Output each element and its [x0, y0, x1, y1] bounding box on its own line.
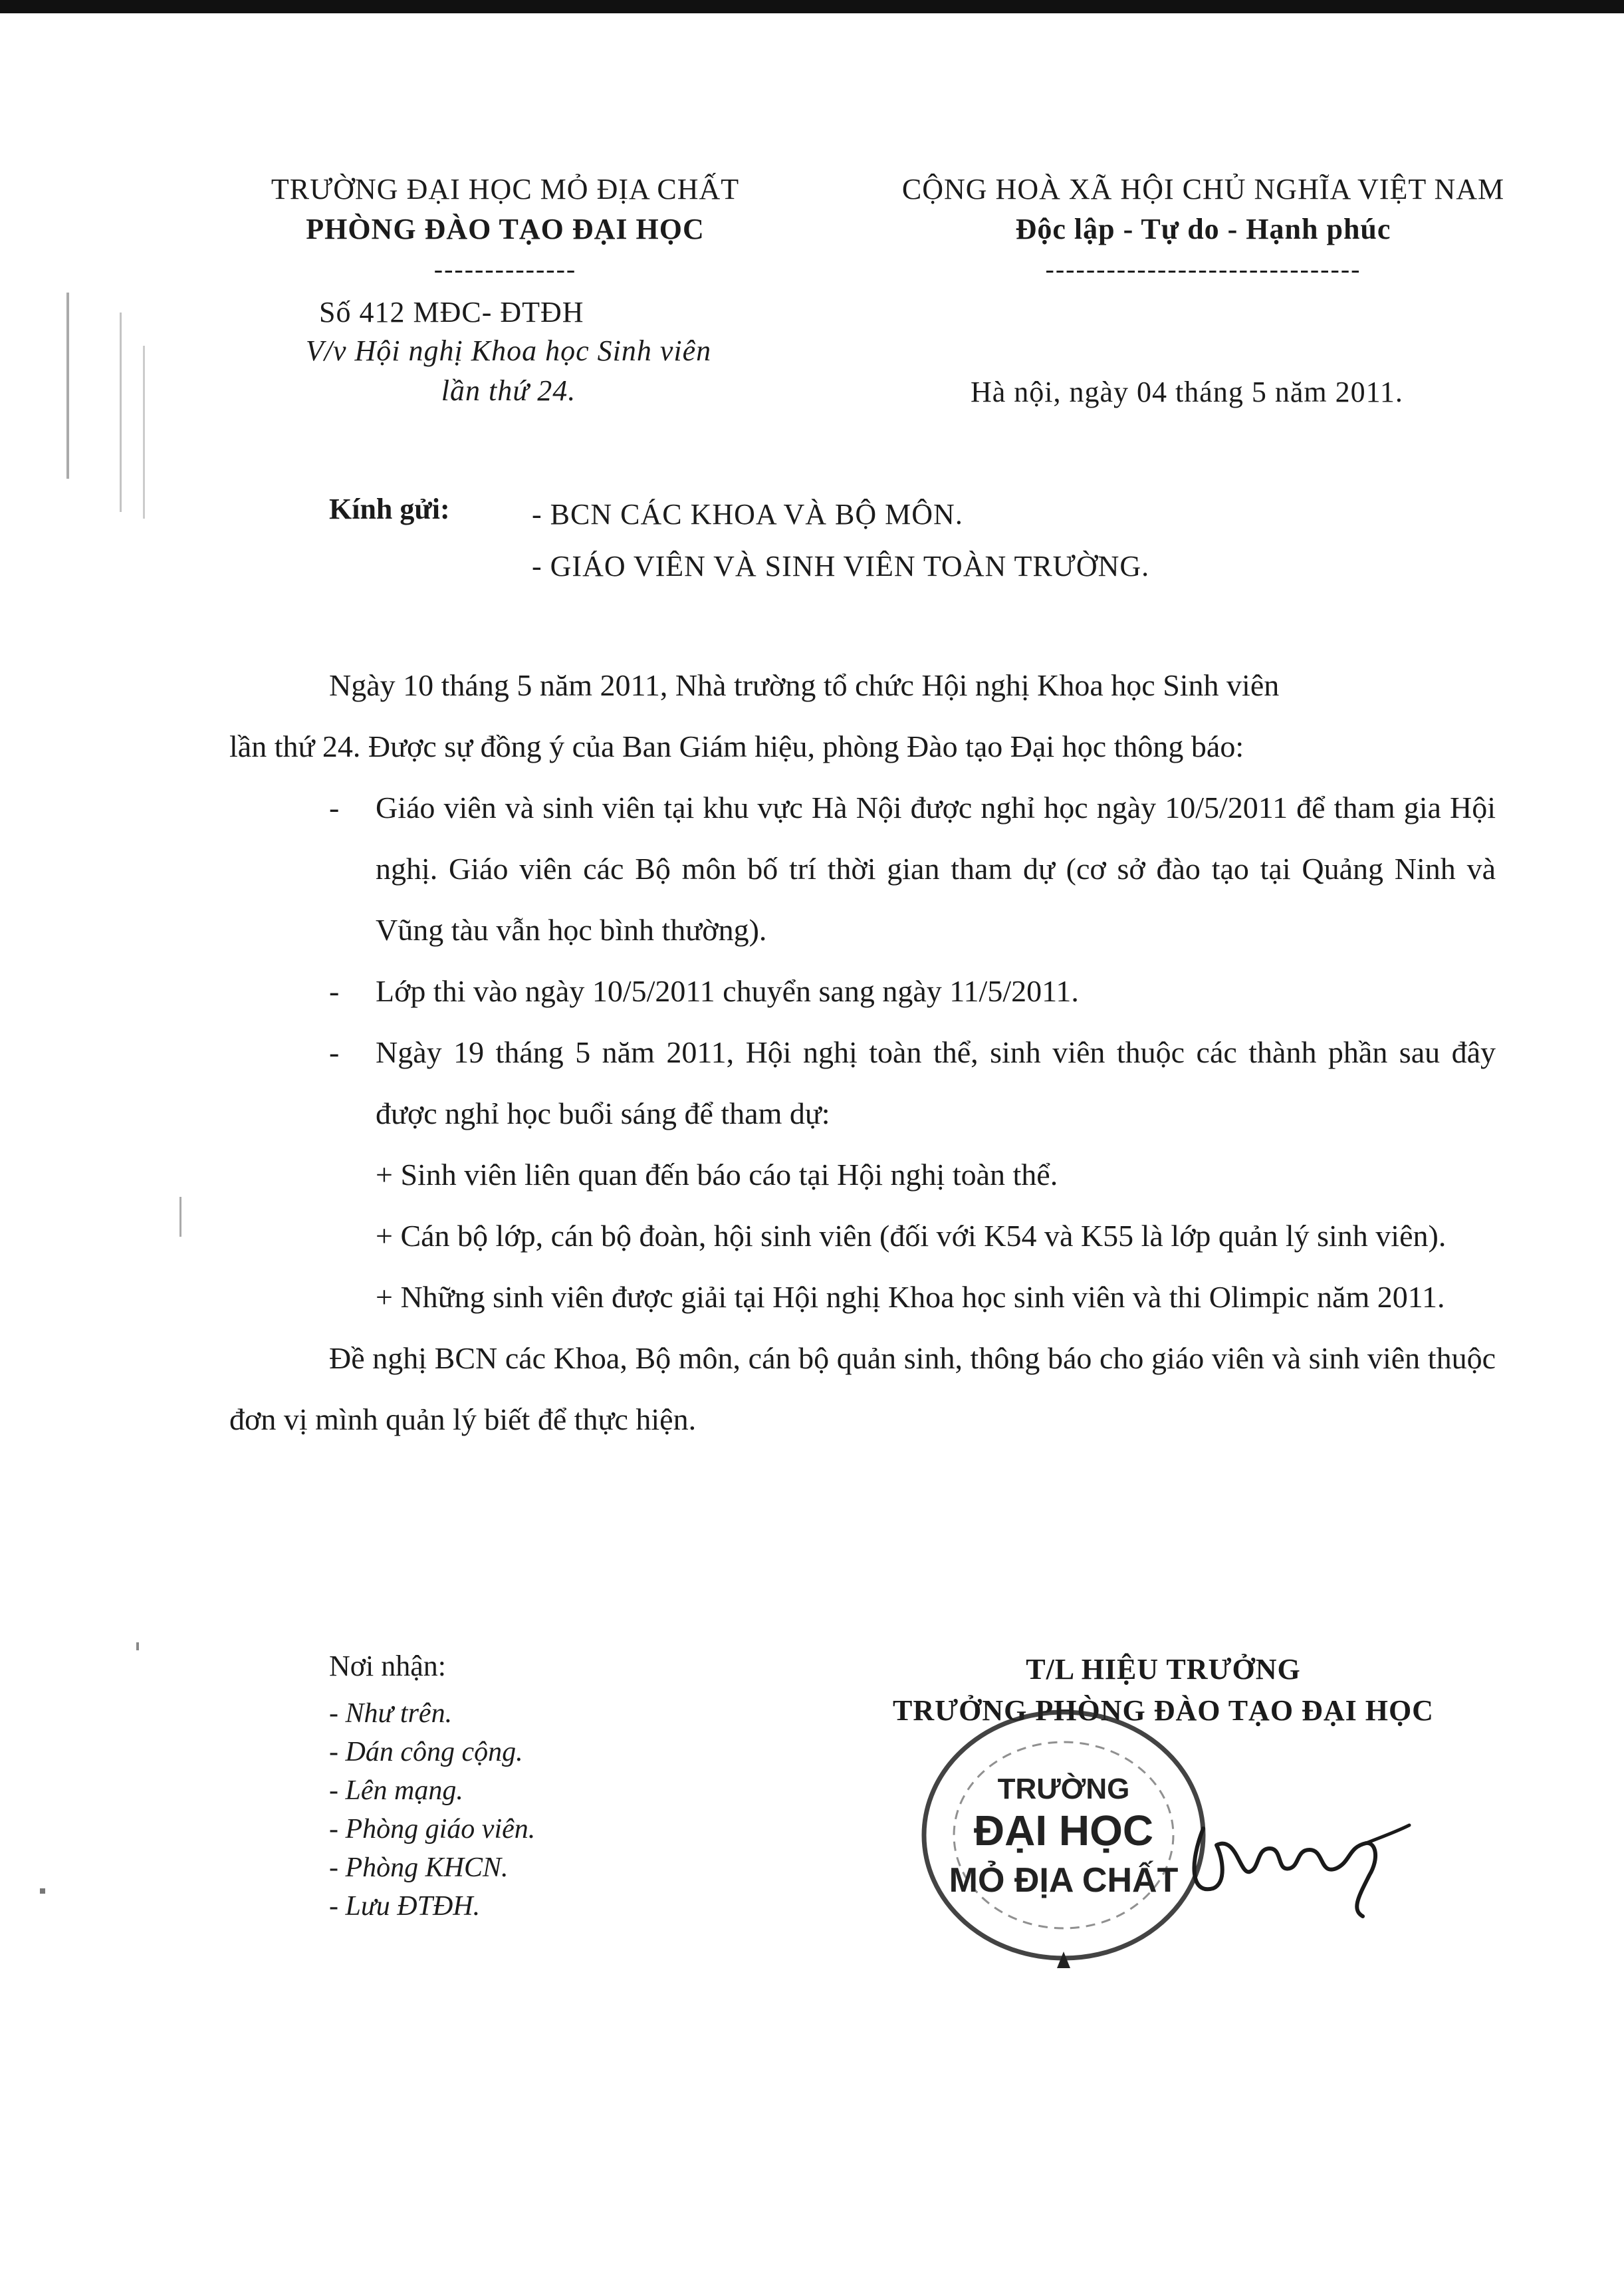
signer-position: TRƯỞNG PHÒNG ĐÀO TẠO ĐẠI HỌC [893, 1694, 1434, 1727]
official-stamp [904, 1689, 1223, 1981]
header-left [213, 170, 798, 289]
closing-paragraph: Đề nghị BCN các Khoa, Bộ môn, cán bộ quản sinh, thông báo cho giáo viên và sinh viên thuộc đơn vị mình quản lý biết để thực hiện. [229, 1341, 1496, 1436]
footer-recipient-item: - Phòng giáo viên. [329, 1814, 536, 1844]
national-motto: Độc lập - Tự do - Hạnh phúc [1015, 213, 1391, 245]
header-right-divider: ------------------------------- [1045, 254, 1361, 284]
stamp-line2: ĐẠI HỌC [973, 1807, 1154, 1854]
footer-recipients-list [329, 1694, 535, 1926]
footer-recipient-item: - Lên mạng. [329, 1775, 463, 1806]
bullet-item [329, 777, 1496, 961]
stamp-line3: MỎ ĐỊA CHẤT [949, 1861, 1179, 1900]
bullet-item [329, 961, 1496, 1022]
bullet-item [329, 1022, 1496, 1144]
header-right [864, 170, 1542, 289]
sub-item: + Những sinh viên được giải tại Hội nghị Khoa học sinh viên và thi Olimpic năm 2011. [376, 1280, 1445, 1314]
scan-top-edge [0, 0, 1624, 13]
signer-title: T/L HIỆU TRƯỞNG [1026, 1653, 1301, 1686]
document-number: Số 412 MĐC- ĐTĐH [319, 296, 584, 328]
document-body [229, 655, 1496, 1450]
intro-line: Ngày 10 tháng 5 năm 2011, Nhà trường tổ chức Hội nghị Khoa học Sinh viên [329, 668, 1280, 702]
recipients-label: Kính gửi: [329, 493, 450, 525]
scan-noise [179, 1197, 181, 1237]
bullet-mark: - [329, 974, 340, 1008]
sub-item: + Sinh viên liên quan đến báo cáo tại Hội nghị toàn thể. [376, 1158, 1058, 1192]
handwritten-signature [1177, 1795, 1416, 1922]
bullet-text: Ngày 19 tháng 5 năm 2011, Hội nghị toàn thể, sinh viên thuộc các thành phần sau đây được nghỉ học buổi sáng để tham dự: [376, 1035, 1496, 1130]
footer-recipient-item: - Dán công cộng. [329, 1737, 523, 1767]
institution-name: TRƯỜNG ĐẠI HỌC MỎ ĐỊA CHẤT [271, 173, 740, 205]
bullet-text: Lớp thi vào ngày 10/5/2011 chuyển sang ngày 11/5/2011. [376, 974, 1079, 1008]
footer-recipient-item: - Phòng KHCN. [329, 1852, 509, 1883]
scan-noise [143, 346, 145, 519]
footer-recipient-item: - Lưu ĐTĐH. [329, 1891, 481, 1922]
scan-noise [40, 1888, 45, 1894]
recipients-list [532, 489, 1149, 592]
footer-recipients-label: Nơi nhận: [329, 1650, 447, 1682]
header-left-divider: -------------- [433, 254, 577, 284]
recipient-item: - GIÁO VIÊN VÀ SINH VIÊN TOÀN TRƯỜNG. [532, 550, 1150, 582]
intro-line: lần thứ 24. Được sự đồng ý của Ban Giám hiệu, phòng Đào tạo Đại học thông báo: [229, 729, 1244, 763]
scan-noise [120, 313, 122, 512]
scan-noise [136, 1642, 139, 1650]
bullet-text: Giáo viên và sinh viên tại khu vực Hà Nội được nghỉ học ngày 10/5/2011 để tham gia Hội nghị. Giáo viên các Bộ môn bố trí thời gian tham dự (cơ sở đào tạo tại Quảng Ninh và Vũng tàu vẫn học bình thường). [376, 791, 1496, 947]
stamp-line1: TRƯỜNG [997, 1773, 1130, 1805]
bullet-mark: - [329, 791, 340, 824]
footer-recipient-item: - Như trên. [329, 1698, 453, 1729]
country-name: CỘNG HOÀ XÃ HỘI CHỦ NGHĨA VIỆT NAM [901, 173, 1505, 205]
bullet-mark: - [329, 1035, 340, 1069]
scan-noise [66, 293, 69, 479]
recipient-item: - BCN CÁC KHOA VÀ BỘ MÔN. [532, 498, 963, 531]
place-date: Hà nội, ngày 04 tháng 5 năm 2011. [971, 376, 1403, 408]
department-name: PHÒNG ĐÀO TẠO ĐẠI HỌC [306, 213, 705, 245]
sub-item: + Cán bộ lớp, cán bộ đoàn, hội sinh viên (đối với K54 và K55 là lớp quản lý sinh viên). [376, 1219, 1447, 1253]
document-subject: V/v Hội nghị Khoa học Sinh viên lần thứ 24. [305, 334, 712, 407]
